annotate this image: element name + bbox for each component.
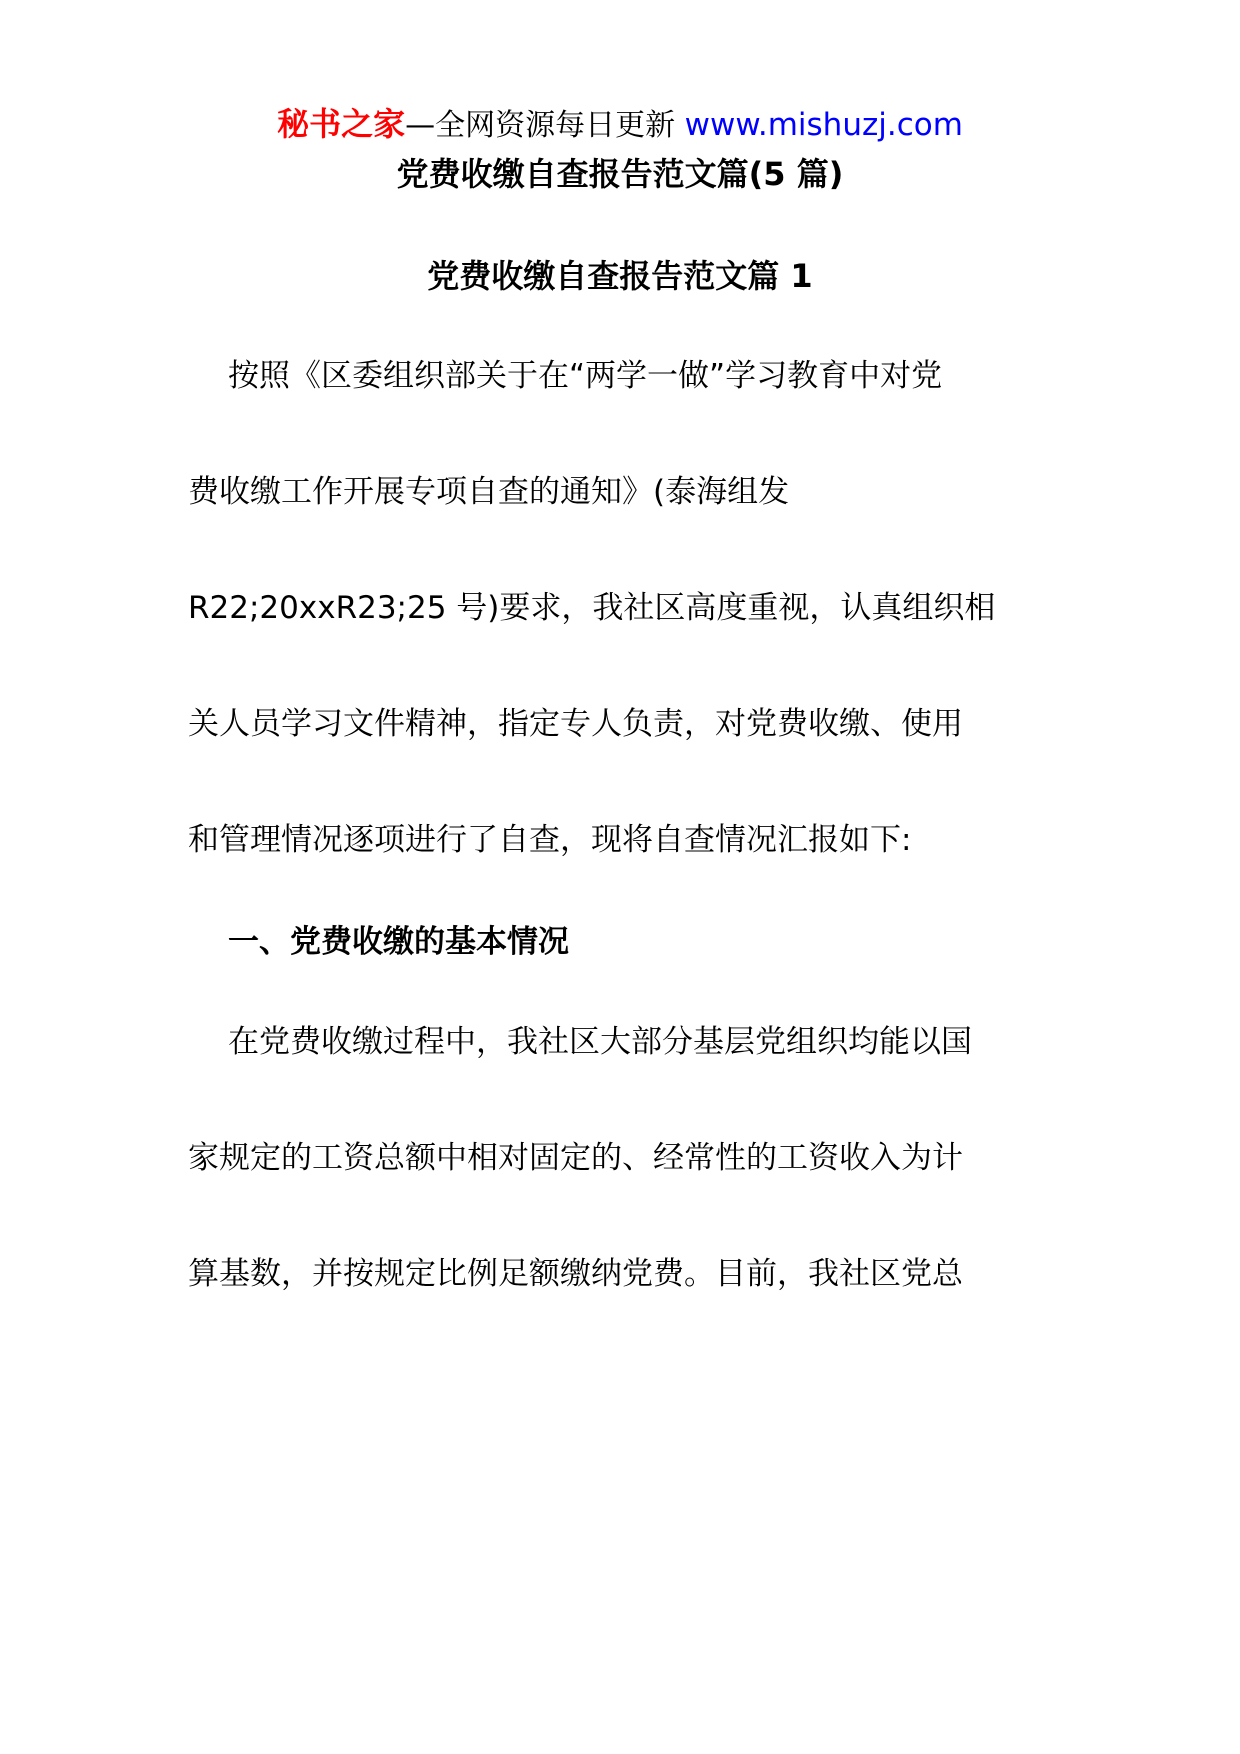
paragraph1-line-5: 和管理情况逐项进行了自查，现将自查情况汇报如下:	[188, 822, 912, 858]
site-header	[0, 100, 1240, 150]
site-url-link[interactable]: www.mishuzj.com	[684, 107, 963, 143]
paragraph2-line-3: 算基数，并按规定比例足额缴纳党费。目前，我社区党总	[188, 1256, 963, 1292]
section-heading-1: 一、党费收缴的基本情况	[228, 924, 569, 960]
paragraph1-line-3: R22;20xxR23;25 号)要求，我社区高度重视，认真组织相	[188, 590, 996, 626]
paragraph1-line-1: 按照《区委组织部关于在“两学一做”学习教育中对党	[228, 358, 943, 394]
paragraph1-line-4: 关人员学习文件精神，指定专人负责，对党费收缴、使用	[188, 706, 963, 742]
document-subtitle: 党费收缴自查报告范文篇 1	[427, 257, 813, 295]
paragraph1-line-2: 费收缴工作开展专项自查的通知》(泰海组发	[188, 474, 790, 510]
document-main-title: 党费收缴自查报告范文篇(5 篇)	[396, 155, 844, 193]
paragraph2-line-1: 在党费收缴过程中，我社区大部分基层党组织均能以国	[228, 1024, 972, 1060]
paragraph2-line-2: 家规定的工资总额中相对固定的、经常性的工资收入为计	[188, 1140, 963, 1176]
site-brand: 秘书之家	[277, 105, 406, 143]
site-tagline: —全网资源每日更新	[405, 108, 685, 143]
